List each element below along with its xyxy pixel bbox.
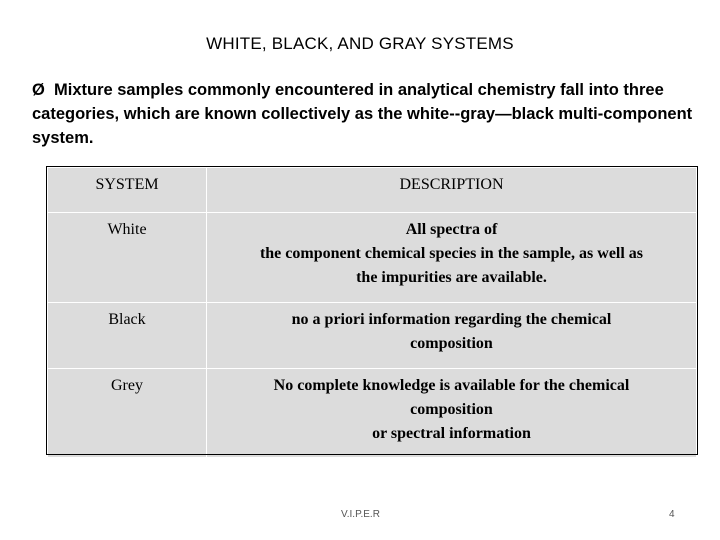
arrow-bullet-icon: Ø	[32, 81, 45, 99]
description-line: No complete knowledge is available for the chemical	[273, 377, 630, 394]
header-description: DESCRIPTION	[207, 168, 697, 213]
system-cell: Black	[48, 303, 207, 369]
description-line: composition	[410, 401, 493, 418]
description-line: the component chemical species in the sample, as well as	[259, 245, 644, 262]
table-row	[48, 213, 697, 303]
page-number: 4	[669, 509, 675, 520]
description-cell	[207, 369, 697, 458]
table-header-row	[48, 168, 697, 213]
description-cell	[207, 303, 697, 369]
description-line: All spectra of	[405, 221, 498, 238]
bullet-text: Mixture samples commonly encountered in analytical chemistry fall into three categories, which are known collectively as the white--gray—black multi-component system.	[32, 81, 693, 147]
footer-text: V.I.P.E.R	[341, 509, 380, 520]
description-line: no a priori information regarding the chemical	[291, 311, 612, 328]
system-cell: White	[48, 213, 207, 303]
description-line: composition	[410, 335, 493, 352]
description-cell	[207, 213, 697, 303]
description-line: the impurities are available.	[356, 269, 547, 286]
header-system: SYSTEM	[48, 168, 207, 213]
bullet-paragraph	[32, 78, 700, 150]
system-cell: Grey	[48, 369, 207, 458]
table-row	[48, 369, 697, 458]
slide-title: WHITE, BLACK, AND GRAY SYSTEMS	[206, 34, 514, 53]
description-line: or spectral information	[372, 425, 531, 442]
table-row	[48, 303, 697, 369]
systems-table	[47, 167, 697, 458]
